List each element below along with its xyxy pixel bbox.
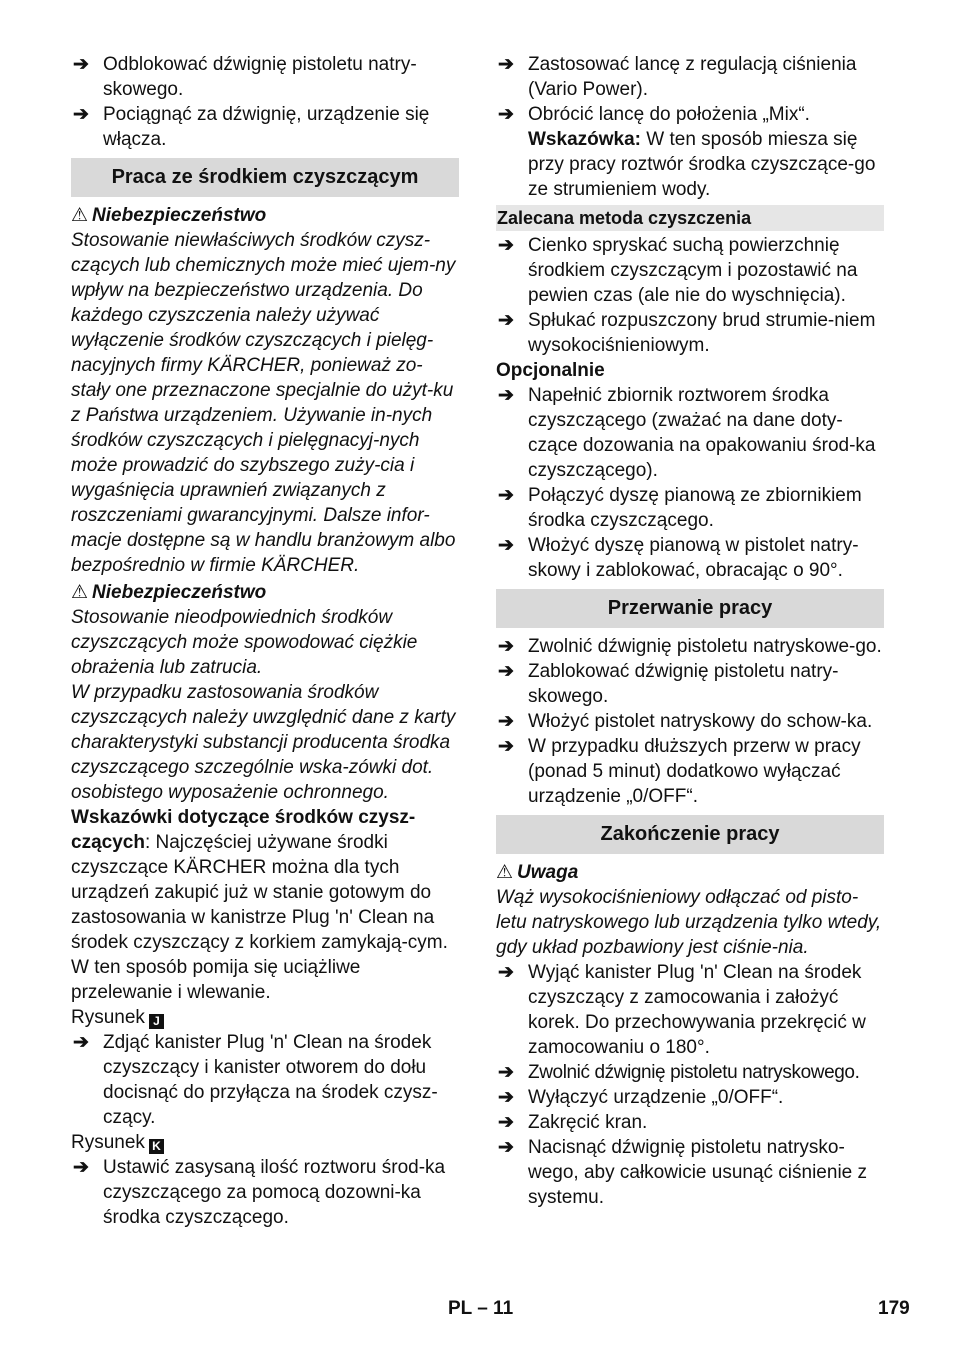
list-item: ➔ Zastosować lancę z regulacją ciśnienia (Vario Power).	[498, 54, 857, 100]
list-item: ➔ Obrócić lancę do położenia „Mix“. Wskazówka: W ten sposób miesza się przy pracy roztwór środka czyszczące-go ze strumieniem wody.	[498, 104, 876, 200]
warning-text: W przypadku zastosowania środków czyszczących należy uwzględnić dane z karty charakterystyki substancji producenta środka czyszczącego szczególnie wska-zówki dot. osobistego wyposażenie ochronnego.	[71, 682, 456, 803]
arrow-right-icon: ➔	[498, 104, 514, 125]
list-item: ➔ Ustawić zasysaną ilość roztworu środ-ka czyszczącego za pomocą dozowni-ka środka czyszczącego.	[73, 1157, 446, 1228]
arrow-right-icon: ➔	[498, 1137, 514, 1158]
list-item: ➔ Wyłączyć urządzenie „0/OFF“.	[498, 1087, 784, 1108]
warning-title: ⚠ Niebezpieczeństwo	[71, 205, 267, 226]
arrow-right-icon: ➔	[498, 54, 514, 75]
warning-triangle-icon: ⚠	[496, 862, 514, 883]
list-item: ➔ Wyjąć kanister Plug 'n' Clean na środek czyszczący z zamocowania i założyć korek. Do przechowywania przekręcić w zamocowaniu o 180°.	[498, 962, 866, 1058]
arrow-right-icon: ➔	[73, 104, 89, 125]
arrow-right-icon: ➔	[73, 54, 89, 75]
figure-badge: K	[149, 1139, 164, 1154]
list-item: ➔ Pociągnąć za dźwignię, urządzenie się włącza.	[73, 104, 430, 150]
subsection-heading: Zalecana metoda czyszczenia	[496, 205, 884, 231]
arrow-right-icon: ➔	[498, 711, 514, 732]
arrow-right-icon: ➔	[73, 1157, 89, 1178]
arrow-right-icon: ➔	[498, 1087, 514, 1108]
list-item: ➔ W przypadku dłuższych przerw w pracy (ponad 5 minut) dodatkowo wyłączać urządzenie „0/OFF“.	[498, 736, 861, 807]
list-item: ➔ Odblokować dźwignię pistoletu natry-skowego.	[73, 54, 417, 100]
arrow-right-icon: ➔	[73, 1032, 89, 1053]
list-item: ➔ Włożyć pistolet natryskowy do schow-ka.	[498, 711, 873, 732]
left-column	[71, 52, 459, 1230]
list-item: ➔ Zablokować dźwignię pistoletu natry-skowego.	[498, 661, 839, 707]
arrow-right-icon: ➔	[498, 535, 514, 556]
figure-reference: Rysunek J	[71, 1005, 459, 1030]
arrow-right-icon: ➔	[498, 485, 514, 506]
list-item: ➔ Zwolnić dźwignię pistoletu natryskowego.	[498, 1062, 860, 1083]
arrow-right-icon: ➔	[498, 385, 514, 406]
warning-triangle-icon: ⚠	[71, 582, 89, 603]
section-heading: Przerwanie pracy	[496, 589, 884, 628]
warning-text: Stosowanie nieodpowiednich środków czyszczących może spowodować ciężkie obrażenia lub zatrucia.	[71, 607, 418, 678]
list-item: ➔ Zwolnić dźwignię pistoletu natryskowe-go.	[498, 636, 882, 657]
section-heading: Zakończenie pracy	[496, 815, 884, 854]
right-column	[496, 52, 884, 1210]
arrow-right-icon: ➔	[498, 1062, 514, 1083]
list-item: ➔ Zdjąć kanister Plug 'n' Clean na środek czyszczący i kanister otworem do dołu docisnąć do przyłącza na środek czysz-czący.	[73, 1032, 438, 1128]
footer-section-label: PL – 11	[448, 1298, 514, 1319]
section-heading: Praca ze środkiem czyszczącym	[71, 158, 459, 197]
warning-triangle-icon: ⚠	[71, 205, 89, 226]
list-item: ➔ Włożyć dyszę pianową w pistolet natry-skowy i zablokować, obracając o 90°.	[498, 535, 859, 581]
optional-label: Opcjonalnie	[496, 360, 605, 381]
arrow-right-icon: ➔	[498, 310, 514, 331]
list-item: ➔ Napełnić zbiornik roztworem środka czyszczącego (zważać na dane doty-czące dozowania na opakowaniu środ-ka czyszczącego).	[498, 385, 876, 481]
arrow-right-icon: ➔	[498, 636, 514, 657]
warning-text: Stosowanie niewłaściwych środków czysz-czących lub chemicznych może mieć ujem-ny wpływ na bezpieczeństwo urządzenia. Do każdego czyszczenia należy używać wyłączenie środków czyszczących i pielęg-nacyjnych firmy KÄRCHER, ponieważ zo-stały one przeznaczone specjalnie do użyt-ku z Państwa urządzeniem. Używanie in-nych środków czyszczących i pielęgnacyj-nych może prowadzić do szybszego zuży-cia i wygaśnięcia uprawnień związanych z roszczeniami gwarancyjnymi. Dalsze infor-macje dostępne są w handlu branżowym albo bezpośrednio w firmie KÄRCHER.	[71, 230, 456, 576]
arrow-right-icon: ➔	[498, 235, 514, 256]
page-number: 179	[878, 1298, 910, 1319]
caution-text: Wąż wysokociśnieniowy odłączać od pisto-letu natryskowego lub urządzenia tylko wtedy, gdy układ pozbawiony jest ciśnie-nia.	[496, 887, 882, 958]
caution-title: ⚠ Uwaga	[496, 862, 579, 883]
list-item: ➔ Połączyć dyszę pianową ze zbiornikiem środka czyszczącego.	[498, 485, 862, 531]
list-item: ➔ Nacisnąć dźwignię pistoletu natrysko-wego, aby całkowicie usunąć ciśnienie z systemu.	[498, 1137, 868, 1208]
figure-reference: Rysunek K	[71, 1130, 459, 1155]
list-item: ➔ Zakręcić kran.	[498, 1112, 648, 1133]
figure-badge: J	[149, 1014, 164, 1029]
list-item: ➔ Cienko spryskać suchą powierzchnię środkiem czyszczącym i pozostawić na pewien czas (ale nie do wyschnięcia).	[498, 235, 858, 306]
list-item: ➔ Spłukać rozpuszczony brud strumie-niem wysokociśnieniowym.	[498, 310, 876, 356]
hint-paragraph: Wskazówki dotyczące środków czysz-czących: Najczęściej używane środki czyszczące KÄRCHER można dla tych urządzeń zakupić już w stanie gotowym do zastosowania w kanistrze Plug 'n' Clean na środek czyszczący z korkiem zamykają-cym. W ten sposób pomija się uciążliwe przelewanie i wlewanie.	[71, 807, 448, 1003]
arrow-right-icon: ➔	[498, 1112, 514, 1133]
arrow-right-icon: ➔	[498, 661, 514, 682]
arrow-right-icon: ➔	[498, 962, 514, 983]
warning-title: ⚠ Niebezpieczeństwo	[71, 582, 267, 603]
arrow-right-icon: ➔	[498, 736, 514, 757]
